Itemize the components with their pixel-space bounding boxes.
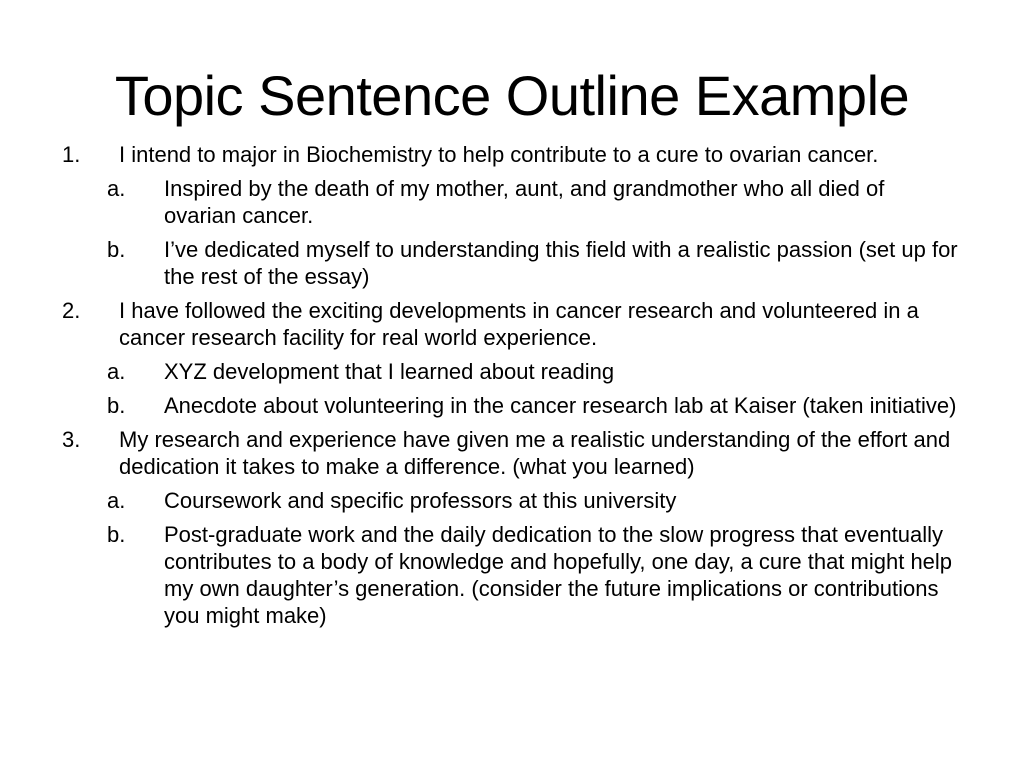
outline-subitem-marker: b. bbox=[107, 393, 126, 418]
outline-subitem-text: Inspired by the death of my mother, aunt, and grandmother who all died of ovarian cancer. bbox=[164, 176, 885, 228]
outline-item-text: I have followed the exciting developments in cancer research and volunteered in a cancer research facility for real world experience. bbox=[119, 298, 919, 350]
outline-subitem-1b bbox=[107, 236, 962, 290]
outline-subitem-2a bbox=[107, 358, 962, 385]
outline-subitem-3a bbox=[107, 487, 962, 514]
outline-subitem-text: Post-graduate work and the daily dedication to the slow progress that eventually contributes to a body of knowledge and hopefully, one day, a cure that might help my own daughter’s generation. (consider the future implications or contributions you might make) bbox=[164, 522, 953, 628]
outline-subitem-marker: a. bbox=[107, 359, 126, 384]
outline-subitem-text: Anecdote about volunteering in the cancer research lab at Kaiser (taken initiative) bbox=[164, 393, 957, 418]
slide-title: Topic Sentence Outline Example bbox=[114, 64, 910, 127]
outline-subitem-1a bbox=[107, 175, 962, 229]
outline-item-text: My research and experience have given me a realistic understanding of the effort and dedication it takes to make a difference. (what you learned) bbox=[119, 427, 951, 479]
outline-subitems bbox=[107, 487, 962, 629]
outline-list bbox=[62, 141, 962, 629]
outline-item-3 bbox=[62, 426, 962, 629]
outline-item-marker: 2. bbox=[62, 298, 81, 323]
outline-subitem-marker: a. bbox=[107, 488, 126, 513]
outline-item-text: I intend to major in Biochemistry to help contribute to a cure to ovarian cancer. bbox=[119, 142, 879, 167]
outline-item-marker: 3. bbox=[62, 427, 81, 452]
outline-subitem-text: XYZ development that I learned about reading bbox=[164, 359, 615, 384]
outline-subitem-text: I’ve dedicated myself to understanding this field with a realistic passion (set up for the rest of the essay) bbox=[164, 237, 958, 289]
outline-subitem-2b bbox=[107, 392, 962, 419]
outline-subitems bbox=[107, 175, 962, 290]
outline-subitem-marker: a. bbox=[107, 176, 126, 201]
outline-subitem-marker: b. bbox=[107, 522, 126, 547]
outline-item-2 bbox=[62, 297, 962, 419]
outline-subitems bbox=[107, 358, 962, 419]
outline-item-1 bbox=[62, 141, 962, 290]
outline-subitem-marker: b. bbox=[107, 237, 126, 262]
outline-subitem-3b bbox=[107, 521, 962, 629]
outline-item-marker: 1. bbox=[62, 142, 81, 167]
outline-subitem-text: Coursework and specific professors at this university bbox=[164, 488, 677, 513]
